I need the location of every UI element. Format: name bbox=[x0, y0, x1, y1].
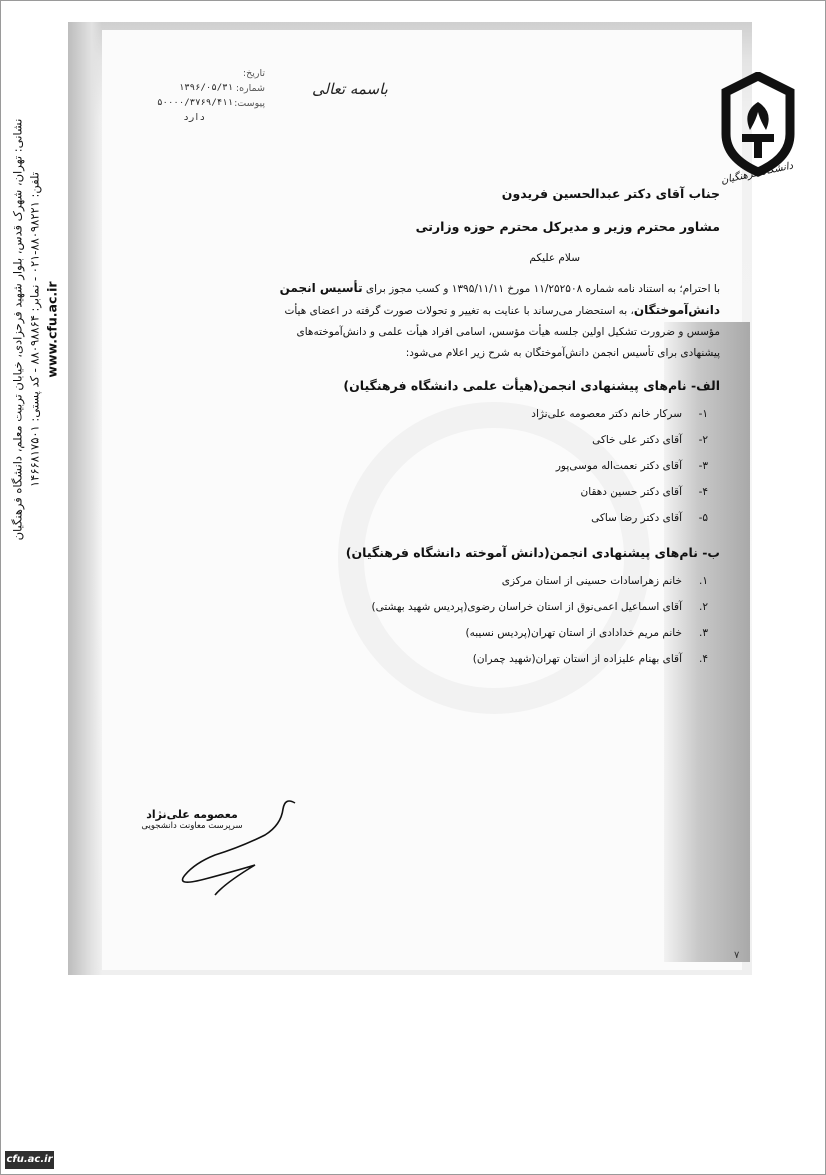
item-text: خانم زهراسادات حسینی از استان مرکزی bbox=[501, 575, 682, 587]
site-footer-logo[interactable]: cfu.ac.ir bbox=[5, 1151, 54, 1169]
body-line-3: مؤسس و ضرورت تشکیل اولین جلسه هیأت مؤسس، اسامی افراد هیأت علمی و دانش‌آموخته‌های bbox=[296, 326, 720, 338]
item-number: ۱. bbox=[699, 575, 708, 587]
item-text: خانم مریم خدادادی از استان تهران(پردیس نسیبه) bbox=[465, 627, 682, 639]
item-number: ۴. bbox=[699, 653, 708, 665]
letterhead-phone: تلفن: ۸۸۰۹۸۲۲۱-۰۲۱ - نمابر: ۸۸۰۹۸۸۶۴ - کد پستی: ۱۴۶۶۸۱۷۵۰۱ bbox=[27, 172, 42, 487]
number-label: شماره: bbox=[235, 83, 265, 94]
body-line-1-text: با احترام؛ به استناد نامه شماره ۱۱/۲۵۲۵۰۸ مورخ ۱۳۹۵/۱۱/۱۱ و کسب مجوز برای bbox=[365, 283, 720, 295]
list-item bbox=[240, 401, 720, 427]
body-line-4: پیشنهادی برای تأسیس انجمن دانش‌آموختگان به شرح زیر اعلام می‌شود: bbox=[405, 347, 720, 359]
body-line-1 bbox=[240, 278, 720, 300]
item-number: ۴- bbox=[698, 486, 708, 498]
scan-shadow bbox=[68, 22, 102, 975]
date-label: تاریخ: bbox=[242, 68, 265, 79]
body-line-1-bold: تأسیس انجمن bbox=[279, 281, 363, 295]
signatory-name: معصومه علی‌نژاد bbox=[146, 808, 238, 821]
item-text: سرکار خانم دکتر معصومه علی‌نژاد bbox=[531, 408, 682, 420]
item-number: ۲. bbox=[699, 601, 708, 613]
letter-body bbox=[240, 186, 720, 672]
item-number: ۲- bbox=[698, 434, 708, 446]
item-number: ۵- bbox=[698, 512, 708, 524]
section-a-list bbox=[240, 401, 720, 531]
list-item bbox=[240, 594, 720, 620]
logo-caption: دانشگاه فرهنگیان bbox=[719, 160, 795, 187]
item-text: آقای دکتر علی خاکی bbox=[592, 434, 682, 446]
item-number: ۳. bbox=[699, 627, 708, 639]
item-number: ۱- bbox=[698, 408, 708, 420]
addressee: جناب آقای دکتر عبدالحسین فریدون bbox=[501, 186, 720, 201]
signatory-title: سرپرست معاونت دانشجویی bbox=[141, 821, 243, 831]
list-item bbox=[240, 453, 720, 479]
addressee-title: مشاور محترم وزیر و مدیرکل محترم حوزه وزارتی bbox=[415, 219, 720, 234]
item-text: آقای دکتر رضا ساکی bbox=[591, 512, 682, 524]
letterhead-website: www.cfu.ac.ir bbox=[44, 281, 60, 378]
item-text: آقای دکتر نعمت‌اله موسی‌پور bbox=[555, 460, 682, 472]
date-value: ۱۳۹۶/۰۵/۳۱ bbox=[178, 83, 233, 93]
corner-mark: ۷ bbox=[734, 950, 740, 961]
list-item bbox=[240, 505, 720, 531]
attachment-label: پیوست: bbox=[234, 98, 265, 109]
university-logo-icon bbox=[712, 72, 804, 212]
section-a-title: الف- نام‌های پیشنهادی انجمن(هیأت علمی دانشگاه فرهنگیان) bbox=[343, 378, 720, 393]
list-item bbox=[240, 427, 720, 453]
section-b-title: ب- نام‌های پیشنهادی انجمن(دانش آموخته دانشگاه فرهنگیان) bbox=[345, 545, 720, 560]
body-line-2 bbox=[240, 300, 720, 322]
item-text: آقای دکتر حسین دهقان bbox=[580, 486, 682, 498]
letterhead-footer bbox=[10, 10, 61, 650]
section-b-list bbox=[240, 568, 720, 672]
body-line-2-text: ، به استحضار می‌رساند با عنایت به تغییر و تحولات صورت گرفته در اعضای هیأت bbox=[284, 305, 634, 317]
item-text: آقای اسماعیل اعمی‌نوق از استان خراسان رضوی(پردیس شهید بهشتی) bbox=[371, 601, 682, 613]
attachment-value: دارد bbox=[183, 113, 205, 123]
number-value: ۵۰۰۰۰/۳۷۶۹/۴۱۱ bbox=[157, 98, 233, 108]
letter-meta bbox=[145, 68, 325, 128]
list-item bbox=[240, 568, 720, 594]
letterhead-address: نشانی: تهران، شهرک قدس، بلوار شهید فرحزادی، خیابان تربیت معلم، دانشگاه فرهنگیان bbox=[10, 118, 25, 541]
list-item bbox=[240, 620, 720, 646]
signature-block bbox=[132, 808, 252, 831]
list-item bbox=[240, 479, 720, 505]
bismillah: باسمه تعالی bbox=[312, 80, 388, 98]
item-number: ۳- bbox=[698, 460, 708, 472]
body-line-2-bold: دانش‌آموختگان bbox=[633, 303, 720, 317]
list-item bbox=[240, 646, 720, 672]
item-text: آقای بهنام علیزاده از استان تهران(شهید چمران) bbox=[472, 653, 682, 665]
greeting: سلام علیکم bbox=[529, 252, 580, 264]
